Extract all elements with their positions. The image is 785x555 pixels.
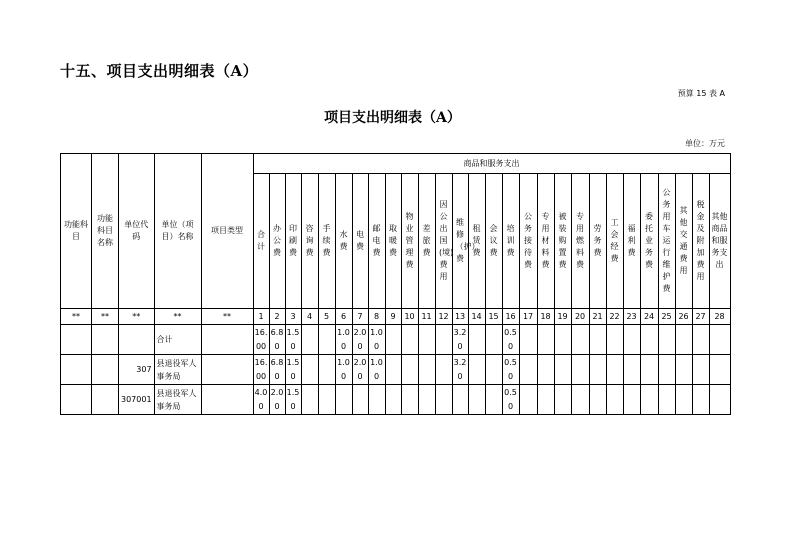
index-cell	[571, 309, 589, 325]
row-value-cell	[571, 385, 589, 415]
row-value-cell	[623, 385, 640, 415]
index-value: 26	[678, 312, 689, 321]
row-value-cell	[318, 355, 335, 385]
row-value-cell	[452, 355, 468, 385]
row-value-cell	[485, 325, 502, 355]
row-value-cell	[571, 355, 589, 385]
row-value-cell	[368, 385, 385, 415]
column-header-service	[435, 174, 452, 309]
index-cell	[352, 309, 368, 325]
row-fixed-cell	[119, 355, 155, 385]
row-value-cell	[435, 355, 452, 385]
row-value-cell	[435, 325, 452, 355]
table-row	[61, 325, 731, 355]
index-value: 21	[592, 312, 603, 321]
row-value-cell	[401, 325, 418, 355]
index-cell	[623, 309, 640, 325]
index-cell	[452, 309, 468, 325]
column-header-label: 手续费	[322, 224, 331, 257]
index-value: 16	[505, 312, 516, 321]
row-value-cell	[418, 385, 435, 415]
row-value: 2.00	[270, 387, 284, 411]
index-row	[61, 309, 731, 325]
row-value: 1.50	[286, 387, 300, 411]
row-value-cell	[285, 385, 301, 415]
column-header-label: 培训费	[506, 224, 515, 257]
column-header-service	[269, 174, 285, 309]
index-cell	[589, 309, 606, 325]
row-value-cell	[285, 355, 301, 385]
column-header-service	[418, 174, 435, 309]
index-cell	[401, 309, 418, 325]
index-value: 18	[540, 312, 551, 321]
row-value-cell	[468, 325, 485, 355]
row-value-cell	[468, 385, 485, 415]
row-value-cell	[692, 325, 709, 355]
row-value-cell	[519, 355, 537, 385]
row-value-cell	[318, 385, 335, 415]
column-header-service	[537, 174, 554, 309]
row-value-cell	[301, 325, 318, 355]
index-cell	[335, 309, 352, 325]
column-header-service	[502, 174, 519, 309]
row-fixed-cell	[61, 325, 92, 355]
row-value: 1.00	[337, 327, 350, 351]
row-value: 1.00	[337, 357, 350, 381]
column-header-service	[589, 174, 606, 309]
index-value: 27	[695, 312, 706, 321]
index-value: **	[173, 312, 182, 321]
row-value-cell	[554, 355, 571, 385]
row-fixed-cell	[119, 325, 155, 355]
row-value-cell	[606, 385, 623, 415]
index-cell	[119, 309, 155, 325]
column-header-service	[368, 174, 385, 309]
row-value-cell	[519, 385, 537, 415]
column-header-label: 因公出国(境)费用	[439, 200, 454, 281]
row-fixed-value: 307001	[121, 395, 152, 404]
row-value: 3.20	[453, 357, 467, 381]
row-value-cell	[502, 325, 519, 355]
column-header-label: 福利费	[627, 224, 636, 257]
index-cell	[537, 309, 554, 325]
index-value: **	[132, 312, 141, 321]
row-value-cell	[418, 355, 435, 385]
column-header-fixed	[119, 154, 155, 309]
table-row	[61, 385, 731, 415]
row-fixed-cell	[201, 355, 253, 385]
index-cell	[675, 309, 692, 325]
column-header-service	[401, 174, 418, 309]
row-value-cell	[385, 355, 401, 385]
column-header-label: 单位代码	[124, 220, 149, 241]
column-header-service	[640, 174, 658, 309]
index-value: 7	[357, 312, 363, 321]
column-header-label: 功能科目名称	[97, 214, 113, 247]
row-value-cell	[675, 385, 692, 415]
row-value-cell	[401, 355, 418, 385]
row-value-cell	[623, 355, 640, 385]
row-value-cell	[385, 385, 401, 415]
row-value-cell	[368, 355, 385, 385]
table-row	[61, 355, 731, 385]
row-fixed-value: 县退役军人事务局	[156, 388, 197, 411]
column-header-service	[301, 174, 318, 309]
row-value-cell	[468, 355, 485, 385]
row-value-cell	[452, 385, 468, 415]
column-header-fixed	[61, 154, 92, 309]
row-value-cell	[502, 385, 519, 415]
row-value-cell	[709, 355, 730, 385]
row-value-cell	[709, 325, 730, 355]
row-value-cell	[352, 325, 368, 355]
index-value: 6	[341, 312, 347, 321]
row-value: 0.50	[504, 357, 517, 381]
index-cell	[368, 309, 385, 325]
row-value-cell	[301, 355, 318, 385]
index-value: 25	[661, 312, 672, 321]
column-header-service	[318, 174, 335, 309]
index-cell	[692, 309, 709, 325]
project-expense-table	[60, 153, 731, 415]
column-header-label: 项目类型	[211, 226, 244, 235]
index-cell	[285, 309, 301, 325]
index-value: 19	[557, 312, 568, 321]
index-cell	[301, 309, 318, 325]
column-header-service	[675, 174, 692, 309]
row-value: 6.80	[270, 327, 284, 351]
row-fixed-cell	[154, 325, 201, 355]
table-number-badge: 预算 15 表 A	[677, 89, 725, 98]
row-value-cell	[571, 325, 589, 355]
row-value-cell	[269, 355, 285, 385]
index-cell	[519, 309, 537, 325]
row-value: 16.00	[254, 327, 268, 351]
column-header-service	[519, 174, 537, 309]
index-cell	[435, 309, 452, 325]
index-value: 11	[421, 312, 432, 321]
row-value: 3.20	[453, 327, 467, 351]
row-value-cell	[269, 385, 285, 415]
column-header-service	[285, 174, 301, 309]
row-value-cell	[452, 325, 468, 355]
column-header-label: 邮电费	[372, 224, 381, 257]
column-header-service	[571, 174, 589, 309]
row-value-cell	[485, 385, 502, 415]
column-header-label: 差旅费	[422, 224, 431, 257]
row-value-cell	[418, 325, 435, 355]
index-cell	[385, 309, 401, 325]
row-fixed-cell	[92, 325, 119, 355]
row-value-cell	[554, 325, 571, 355]
index-value: **	[223, 312, 232, 321]
index-value: 13	[454, 312, 466, 321]
column-header-label: 单位（项目）名称	[161, 220, 194, 241]
index-cell	[201, 309, 253, 325]
row-value-cell	[537, 385, 554, 415]
column-header-label: 维修（护）费	[455, 218, 480, 263]
row-value: 2.00	[353, 327, 367, 351]
index-cell	[61, 309, 92, 325]
row-value: 0.50	[504, 387, 517, 411]
row-value-cell	[658, 355, 675, 385]
column-header-service	[623, 174, 640, 309]
column-header-label: 其他交通费用	[679, 206, 688, 275]
column-header-label: 功能科目	[64, 220, 88, 241]
column-header-service	[335, 174, 352, 309]
column-header-fixed	[154, 154, 201, 309]
row-value-cell	[692, 385, 709, 415]
column-header-service	[709, 174, 730, 309]
index-cell	[92, 309, 119, 325]
column-header-label: 专用材料费	[541, 212, 550, 269]
column-header-fixed	[92, 154, 119, 309]
row-value-cell	[675, 355, 692, 385]
column-header-service	[692, 174, 709, 309]
row-value-cell	[253, 325, 269, 355]
row-value-cell	[589, 355, 606, 385]
column-header-label: 被装购置费	[558, 212, 567, 269]
row-value-cell	[675, 325, 692, 355]
column-header-service	[658, 174, 675, 309]
row-fixed-value: 合计	[156, 335, 173, 344]
index-value: 17	[522, 312, 534, 321]
column-header-service	[554, 174, 571, 309]
column-header-fixed	[201, 154, 253, 309]
index-cell	[468, 309, 485, 325]
column-header-label: 合计	[257, 230, 266, 251]
row-value-cell	[537, 325, 554, 355]
row-value: 1.50	[286, 327, 300, 351]
row-value-cell	[485, 355, 502, 385]
row-fixed-cell	[154, 355, 201, 385]
column-header-label: 办公费	[273, 224, 282, 257]
column-header-label: 会议费	[489, 224, 498, 257]
row-value-cell	[623, 325, 640, 355]
group-header	[253, 154, 730, 174]
column-header-label: 公务用车运行维护费	[662, 188, 671, 293]
row-value-cell	[519, 325, 537, 355]
page-title: 项目支出明细表（A）	[324, 110, 461, 126]
index-cell	[658, 309, 675, 325]
index-cell	[253, 309, 269, 325]
index-value: 2	[274, 312, 280, 321]
column-header-label: 水费	[339, 230, 348, 251]
column-header-label: 其他商品和服务支出	[711, 212, 728, 269]
row-fixed-cell	[201, 385, 253, 415]
row-value-cell	[589, 385, 606, 415]
row-value: 2.00	[353, 357, 367, 381]
row-value: 6.80	[270, 357, 284, 381]
index-cell	[269, 309, 285, 325]
index-cell	[485, 309, 502, 325]
index-value: 8	[374, 312, 380, 321]
column-header-label: 工会经费	[610, 218, 619, 263]
row-fixed-value: 307	[136, 365, 152, 374]
row-value-cell	[537, 355, 554, 385]
row-value: 4.00	[254, 387, 268, 411]
index-value: 5	[324, 312, 330, 321]
index-value: 12	[438, 312, 449, 321]
index-value: 10	[404, 312, 415, 321]
row-value-cell	[692, 355, 709, 385]
row-value-cell	[253, 355, 269, 385]
column-header-service	[468, 174, 485, 309]
index-cell	[606, 309, 623, 325]
index-cell	[640, 309, 658, 325]
row-value-cell	[301, 385, 318, 415]
row-value-cell	[352, 355, 368, 385]
index-cell	[154, 309, 201, 325]
section-heading: 十五、项目支出明细表（A）	[60, 62, 259, 80]
column-header-label: 取暖费	[389, 224, 398, 257]
column-header-service	[485, 174, 502, 309]
row-value-cell	[285, 325, 301, 355]
row-value-cell	[640, 355, 658, 385]
column-header-label: 物业管理费	[405, 212, 414, 269]
index-value: 23	[626, 312, 637, 321]
row-fixed-cell	[92, 385, 119, 415]
row-fixed-cell	[154, 385, 201, 415]
row-value-cell	[401, 385, 418, 415]
column-header-label: 印刷费	[289, 224, 298, 257]
index-value: 1	[258, 312, 264, 321]
column-header-service	[385, 174, 401, 309]
row-value: 1.00	[370, 327, 383, 351]
row-value-cell	[658, 325, 675, 355]
index-cell	[554, 309, 571, 325]
row-value-cell	[335, 325, 352, 355]
row-value-cell	[435, 385, 452, 415]
row-value-cell	[253, 385, 269, 415]
index-value: 3	[290, 312, 296, 321]
row-fixed-cell	[119, 385, 155, 415]
row-value-cell	[352, 385, 368, 415]
column-header-label: 租赁费	[472, 224, 481, 257]
column-header-label: 电费	[356, 230, 365, 251]
index-value: 28	[714, 312, 725, 321]
column-header-service	[253, 174, 269, 309]
index-value: 14	[471, 312, 482, 321]
row-value-cell	[554, 385, 571, 415]
row-value-cell	[640, 325, 658, 355]
expense-table-wrapper	[60, 153, 731, 415]
column-header-label: 咨询费	[305, 224, 314, 257]
index-value: 4	[307, 312, 313, 321]
row-value-cell	[502, 355, 519, 385]
row-value-cell	[606, 355, 623, 385]
index-value: **	[72, 312, 80, 321]
index-value: 9	[390, 312, 396, 321]
row-value: 1.50	[286, 357, 300, 381]
row-value-cell	[368, 325, 385, 355]
row-value-cell	[318, 325, 335, 355]
row-fixed-cell	[201, 325, 253, 355]
row-value-cell	[385, 325, 401, 355]
row-value-cell	[640, 385, 658, 415]
group-header-label: 商品和服务支出	[463, 159, 520, 168]
index-value: 20	[574, 312, 586, 321]
index-cell	[709, 309, 730, 325]
column-header-service	[352, 174, 368, 309]
index-cell	[418, 309, 435, 325]
unit-label: 单位：万元	[685, 139, 725, 148]
row-value-cell	[335, 355, 352, 385]
row-fixed-cell	[61, 355, 92, 385]
row-fixed-value: 县退役军人事务局	[156, 358, 197, 381]
row-fixed-cell	[92, 355, 119, 385]
index-value: 22	[609, 312, 620, 321]
row-value-cell	[589, 325, 606, 355]
column-header-label: 劳务费	[593, 224, 602, 257]
index-cell	[318, 309, 335, 325]
index-value: 24	[643, 312, 655, 321]
row-value-cell	[709, 385, 730, 415]
column-header-label: 公务接待费	[524, 212, 533, 269]
row-value: 0.50	[504, 327, 517, 351]
index-cell	[502, 309, 519, 325]
index-value: **	[101, 312, 109, 321]
row-fixed-cell	[61, 385, 92, 415]
row-value: 1.00	[370, 357, 383, 381]
column-header-label: 专用燃料费	[576, 212, 585, 269]
row-value-cell	[269, 325, 285, 355]
index-value: 15	[488, 312, 499, 321]
column-header-service	[606, 174, 623, 309]
row-value-cell	[606, 325, 623, 355]
row-value: 16.00	[254, 357, 268, 381]
row-value-cell	[335, 385, 352, 415]
row-value-cell	[658, 385, 675, 415]
column-header-label: 委托业务费	[645, 212, 654, 269]
column-header-label: 税金及附加费用	[696, 200, 705, 281]
